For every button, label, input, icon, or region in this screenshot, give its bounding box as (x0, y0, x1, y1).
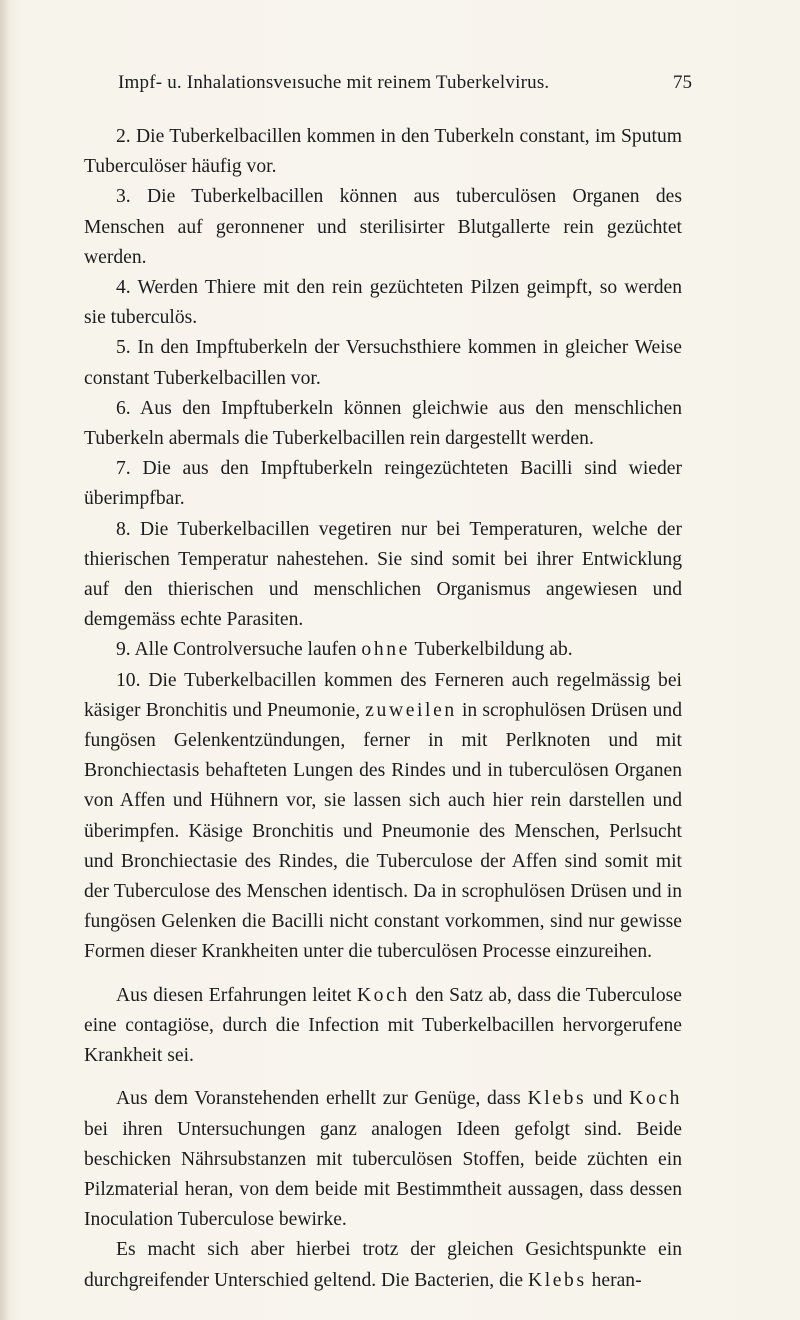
text-run: in scrophulösen Drüsen und fungösen Gelenkentzündungen, ferner in mit Perlknoten und mit Bronchiectasis behafteten Lungen des Rindes und in tuberculösen Organen von Affen und Hühnern vor, sie lassen sich auch hier rein darstellen und überimpfen. Käsige Bronchitis und Pneumonie des Menschen, Perlsucht und Bronchiectasie des Rindes, die Tuberculose der Affen sind somit mit der Tuberculose des Menschen identisch. Da in scrophulösen Drüsen und in fungösen Gelenken die Bacilli nicht constant vorkommen, sind nur gewisse Formen dieser Krankheiten unter die tuberculösen Processe einzureihen. (84, 699, 683, 963)
text-run: heran- (591, 1269, 642, 1291)
spaced-emphasis: ohne (361, 639, 410, 661)
text-run: 10. Die Tuberkelbacillen kommen des Ferneren auch regelmässig bei käsiger Bronchitis und Pneumonie, (84, 669, 682, 721)
text-run: und (593, 1088, 623, 1110)
spaced-name-klebs: Klebs (527, 1088, 587, 1110)
text-run: den Satz ab, dass die Tuberculose eine contagiöse, durch die Infection mit Tuberkelbacillen hervorgerufene Krankheit sei. (84, 984, 682, 1067)
paragraph-conclusion-10 (84, 666, 682, 968)
paragraph-conclusion-9 (84, 635, 682, 665)
page-number: 75 (673, 72, 692, 93)
text-run: Tuberkelbildung ab. (414, 639, 573, 661)
spaced-name-koch: Koch (356, 984, 410, 1006)
paragraph-conclusion-2: 2. Die Tuberkelbacillen kommen in den Tuberkeln constant, im Sputum Tuberculöser häufig vor. (84, 126, 682, 178)
paragraph-conclusion-7: 7. Die aus den Impftuberkeln reingezüchteten Bacilli sind wieder überimpfbar. (84, 458, 682, 510)
body-text (84, 122, 682, 1296)
text-run: Es macht sich aber hierbei trotz der gleichen Gesichtspunkte ein durchgreifender Unterschied geltend. Die Bacterien, die (84, 1239, 682, 1291)
paragraph-conclusion-3: 3. Die Tuberkelbacillen können aus tuberculösen Organen des Menschen auf geronnener und sterilisirter Blutgallerte rein gezüchtet werden. (84, 186, 682, 268)
paragraph-koch-thesis (84, 981, 682, 1072)
spaced-emphasis: zuweilen (365, 699, 457, 721)
paragraph-conclusion-5: 5. In den Impftuberkeln der Versuchsthiere kommen in gleicher Weise constant Tuberkelbacillen vor. (84, 337, 682, 389)
paragraph-conclusion-8: 8. Die Tuberkelbacillen vegetiren nur bei Temperaturen, welche der thierischen Temperatur nahestehen. Sie sind somit bei ihrer Entwicklung auf den thierischen und menschlichen Organismus angewiesen und demgemäss echte Parasiten. (84, 518, 682, 631)
paragraph-conclusion-6: 6. Aus den Impftuberkeln können gleichwie aus den menschlichen Tuberkeln abermals die Tuberkelbacillen rein dargestellt werden. (84, 397, 682, 450)
text-run: Aus diesen Erfahrungen leitet (116, 984, 352, 1006)
text-run: bei ihren Untersuchungen ganz analogen Ideen gefolgt sind. Beide beschicken Nährsubstanzen mit tuberculösen Stoffen, beide züchten ein Pilzmaterial heran, von dem beide mit Bestimmtheit aussagen, dass dessen Inoculation Tuberculose bewirke. (84, 1118, 682, 1231)
page-header (118, 72, 692, 106)
binding-gutter (0, 0, 10, 1320)
paragraph-conclusion-4: 4. Werden Thiere mit den rein gezüchteten Pilzen geimpft, so werden sie tuberculös. (84, 277, 682, 329)
paragraph-klebs-koch (84, 1084, 682, 1235)
text-run: 9. Alle Controlversuche laufen (116, 639, 357, 661)
text-run: Aus dem Voranstehenden erhellt zur Genüge, dass (116, 1088, 521, 1110)
paragraph-difference (84, 1235, 682, 1295)
spaced-name-koch: Koch (629, 1088, 683, 1110)
running-head: Impf- u. Inhalationsveısuche mit reinem Tuberkelvirus. (118, 72, 550, 93)
spaced-name-klebs: Klebs (527, 1269, 587, 1291)
